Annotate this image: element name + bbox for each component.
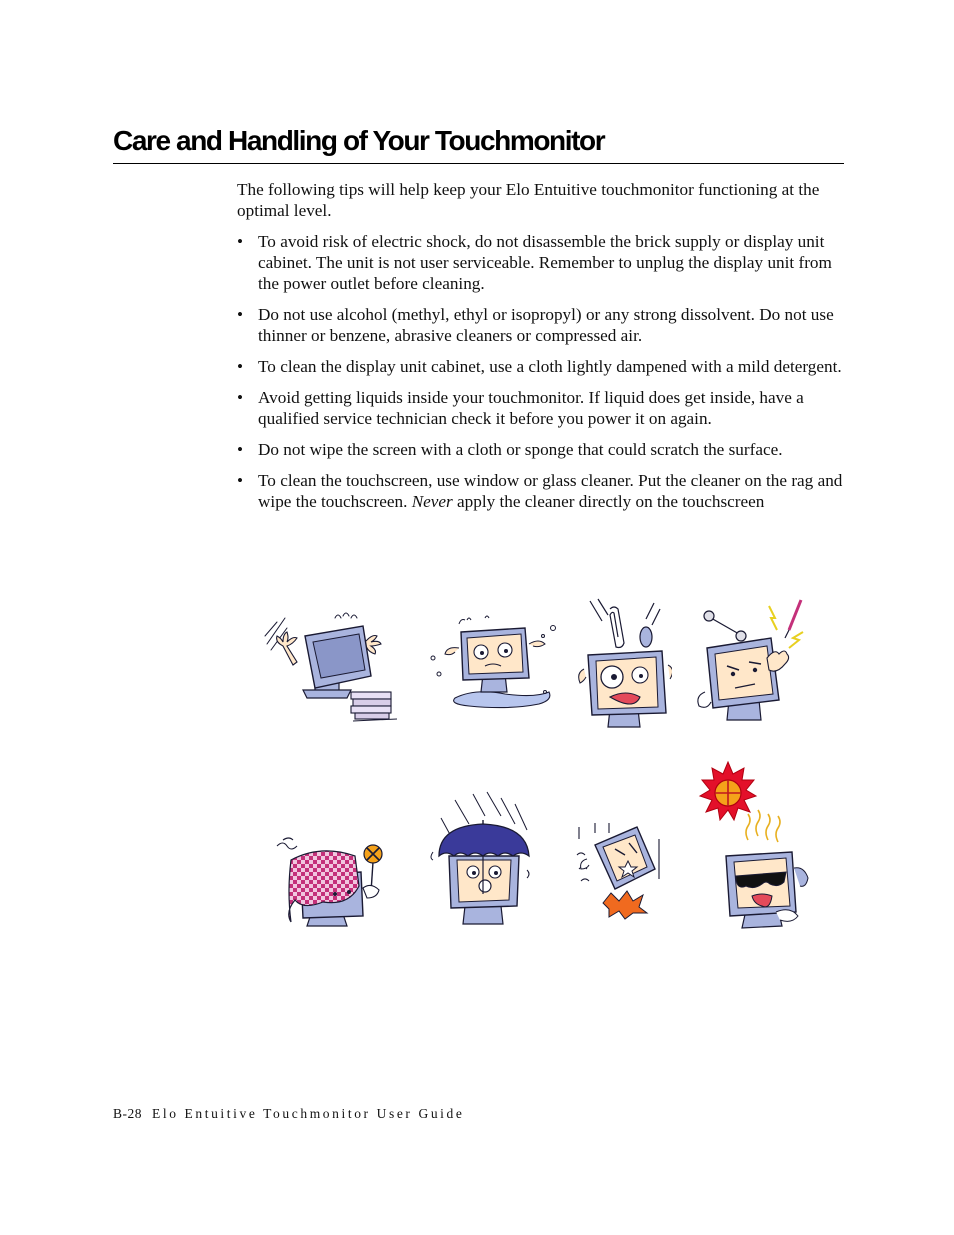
- tip-text: Do not use alcohol (methyl, ethyl or isopropyl) or any strong dissolvent. Do not use thinner or benzene, abrasive cleaners or compressed air.: [258, 305, 834, 345]
- content-body: [237, 179, 843, 522]
- monitor-with-cloth-illustration: [273, 836, 393, 930]
- monitor-with-tools-illustration: [689, 596, 814, 728]
- page-title: Care and Handling of Your Touchmonitor: [113, 125, 605, 156]
- footer-title: Elo Entuitive Touchmonitor User Guide: [152, 1106, 465, 1121]
- tip-item: [237, 470, 843, 512]
- monitor-with-paperclips-illustration: [576, 597, 672, 735]
- monitor-in-sun-illustration: [696, 760, 814, 932]
- tip-text-after: apply the cleaner directly on the touchscreen: [452, 492, 765, 511]
- intro-paragraph: The following tips will help keep your Elo Entuitive touchmonitor functioning at the optimal level.: [237, 180, 820, 220]
- tips-list: [237, 231, 843, 512]
- page-footer: [113, 1106, 464, 1122]
- bullet-icon: •: [237, 305, 244, 324]
- tip-text-before: To clean the touchscreen, use window or glass cleaner. Put the cleaner on the rag and wipe the touchscreen.: [258, 471, 843, 511]
- monitor-under-umbrella-illustration: [425, 790, 537, 928]
- tip-item: [237, 356, 843, 377]
- title-rule: [113, 163, 844, 164]
- tip-item: [237, 231, 843, 294]
- page-number: B-28: [113, 1106, 142, 1121]
- tip-item: [237, 439, 843, 460]
- bullet-icon: •: [237, 471, 244, 490]
- bullet-icon: •: [237, 440, 244, 459]
- bullet-icon: •: [237, 388, 244, 407]
- bullet-icon: •: [237, 232, 244, 251]
- tip-text: Do not wipe the screen with a cloth or sponge that could scratch the surface.: [258, 440, 783, 459]
- tip-item: [237, 304, 843, 346]
- monitor-in-puddle-illustration: [425, 614, 560, 714]
- tip-item: [237, 387, 843, 429]
- tip-emphasis: Never: [411, 492, 453, 511]
- bullet-icon: •: [237, 357, 244, 376]
- tip-text: To clean the display unit cabinet, use a cloth lightly dampened with a mild detergent.: [258, 357, 842, 376]
- tip-text: Avoid getting liquids inside your touchmonitor. If liquid does get inside, have a qualified service technician check it before you power it on again.: [258, 388, 804, 428]
- tip-text: To avoid risk of electric shock, do not disassemble the brick supply or display unit cabinet. The unit is not user serviceable. Remember to unplug the display unit from the power outlet before cleaning.: [258, 232, 832, 293]
- monitor-falling-illustration: [575, 819, 665, 920]
- monitor-on-books-illustration: [263, 606, 399, 722]
